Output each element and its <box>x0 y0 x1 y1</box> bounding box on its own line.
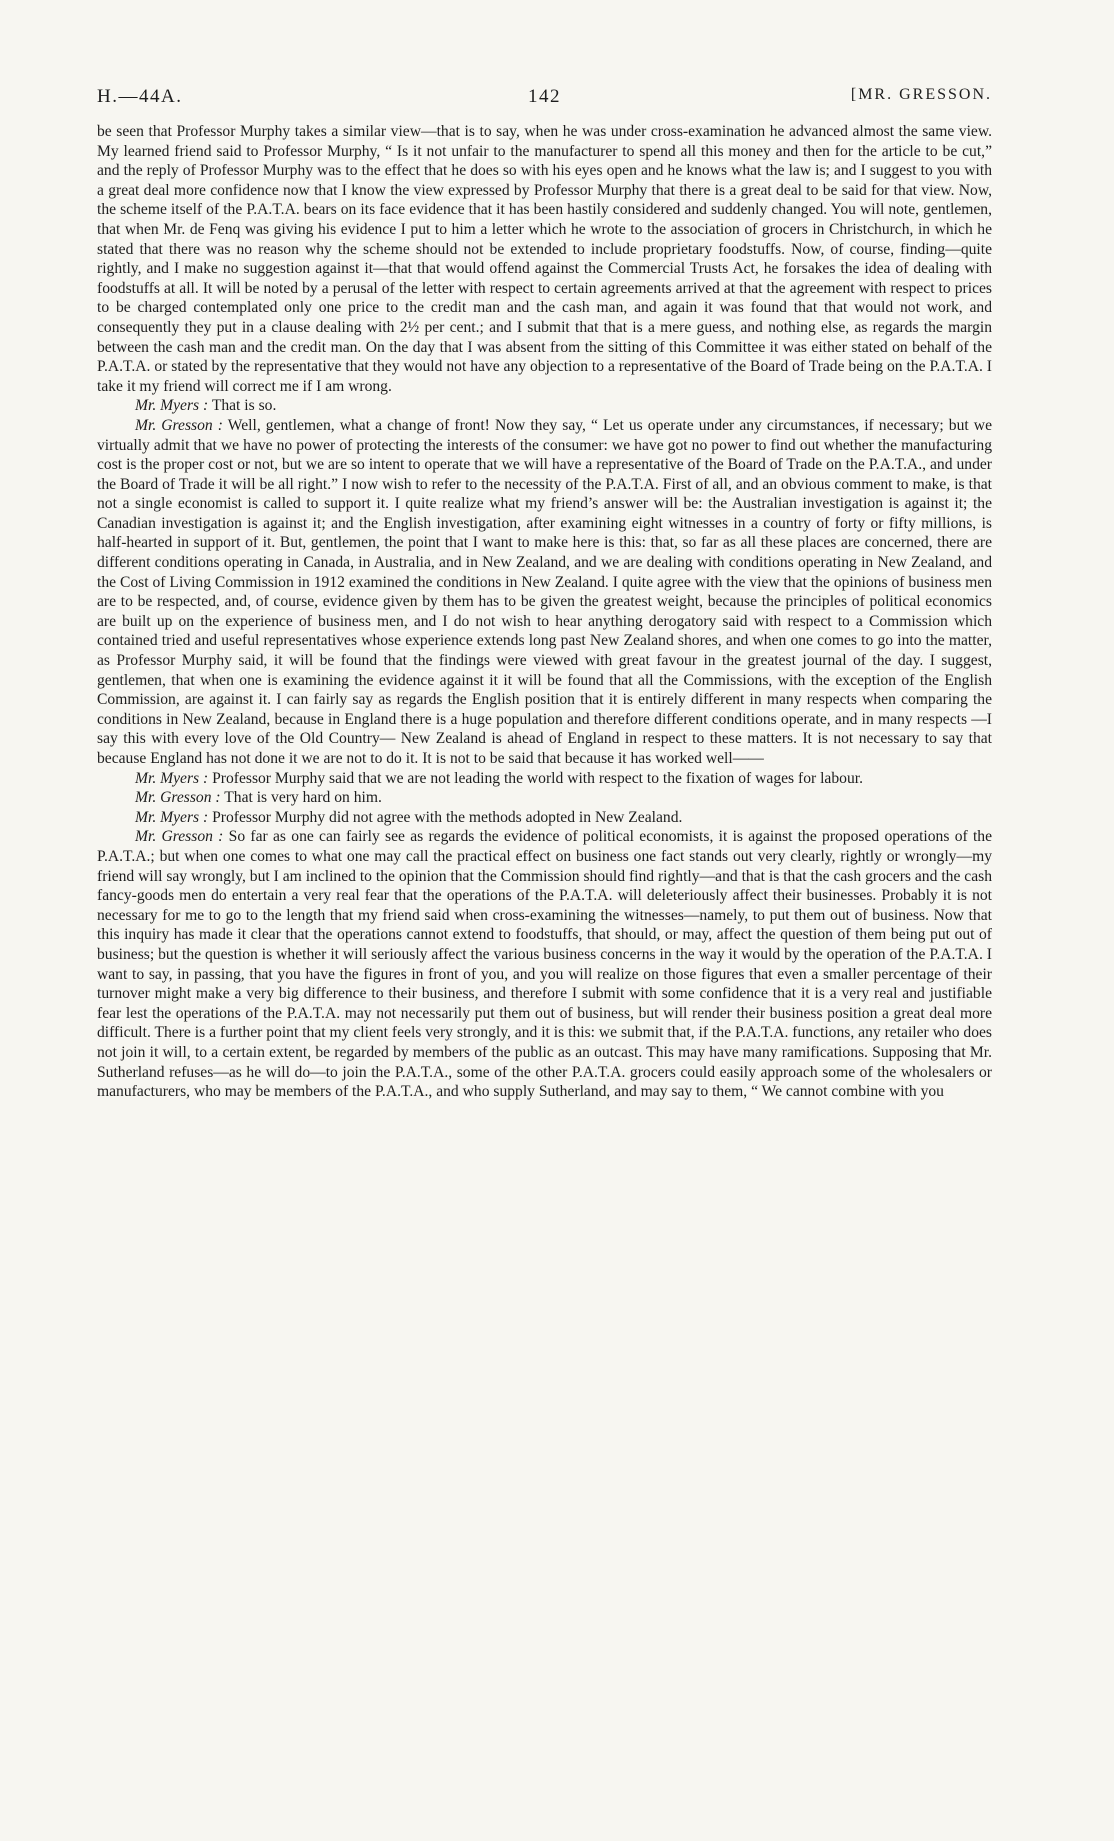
speaker-label: Mr. Myers : <box>135 397 209 415</box>
paragraph <box>97 827 992 1101</box>
document-page <box>97 86 992 1102</box>
speaker-label: Mr. Gresson : <box>135 416 223 434</box>
page-header <box>97 86 992 122</box>
paragraph <box>97 808 992 828</box>
document-reference: H.—44A. <box>97 86 183 107</box>
document-body <box>97 122 992 1102</box>
paragraph-text: be seen that Professor Murphy takes a similar view—that is to say, when he was under cross-examination he advanced almost the same view. My learned friend said to Professor Murphy, “ Is it not unfair to the manufacturer to spend all this money and then for the article to be cut,” and the reply of Professor Murphy was to the effect that he does so with his eyes open and he knows what the law is; and I suggest to you with a great deal more confidence now that I know the view expressed by Professor Murphy that there is a great deal to be said for that view. Now, the scheme itself of the P.A.T.A. bears on its face evidence that it has been hastily considered and suddenly changed. You will note, gentlemen, that when Mr. de Fenq was giving his evidence I put to him a letter which he wrote to the association of grocers in Christchurch, in which he stated that there was no reason why the scheme should not be extended to include proprietary foodstuffs. Now, of course, finding—quite rightly, and I make no suggestion against it—that that would offend against the Commercial Trusts Act, he forsakes the idea of dealing with foodstuffs at all. It will be noted by a perusal of the letter with respect to certain agreements arrived at that the agreement with respect to prices to be charged contemplated only one price to the credit man and the cash man, and again it was found that that would not work, and consequently they put in a clause dealing with 2½ per cent.; and I submit that that is a mere guess, and nothing else, as regards the margin between the cash man and the credit man. On the day that I was absent from the sitting of this Committee it was either stated on behalf of the P.A.T.A. or stated by the representative that they would not have any objection to a representative of the Board of Trade being on the P.A.T.A. I take it my friend will correct me if I am wrong. <box>97 123 992 395</box>
page-number: 142 <box>528 86 561 107</box>
speaker-label: Mr. Myers : <box>135 808 209 826</box>
speaker-label: Mr. Gresson : <box>135 828 224 846</box>
paragraph-text: Well, gentlemen, what a change of front! Now they say, “ Let us operate under any circumstances, if necessary; but we virtually admit that we have no power of protecting the interests of the consumer: we have got no power to find out whether the manufacturing cost is the proper cost or not, but we are so intent to operate that we will have a representative of the Board of Trade on the P.A.T.A., and under the Board of Trade it will be all right.” I now wish to refer to the necessity of the P.A.T.A. First of all, and an obvious comment to make, is that not a single economist is called to support it. I quite realize what my friend’s answer will be: the Australian investigation is against it; the Canadian investigation is against it; and the English investigation, after examining eight witnesses in a country of forty or fifty millions, is half-hearted in support of it. But, gentlemen, the point that I want to make here is this: that, so far as all these places are concerned, there are different conditions operating in Canada, in Australia, and in New Zealand, and we are dealing with conditions operating in New Zealand, and the Cost of Living Commission in 1912 examined the conditions in New Zealand. I quite agree with the view that the opinions of business men are to be respected, and, of course, evidence given by them has to be given the greatest weight, because the principles of political economics are built up on the experience of business men, and I do not wish to hear anything derogatory said with respect to a Commission which contained tried and useful representatives whose experience extends long past New Zealand shores, and when one comes to go into the matter, as Professor Murphy said, it will be found that the findings were viewed with great favour in the greatest journal of the day. I suggest, gentlemen, that when one is examining the evidence against it it will be found that all the Commissions, with the exception of the English Commission, are against it. I can fairly say as regards the English position that it is entirely different in many respects when comparing the conditions in New Zealand, because in England there is a huge population and therefore different conditions operate, and in many respects —I say this with every love of the Old Country— New Zealand is ahead of England in respect to these matters. It is not necessary to say that because England has not done it we are not to do it. It is not to be said that because it has worked well—— <box>97 416 992 767</box>
speaker-heading: [MR. GRESSON. <box>850 86 992 103</box>
paragraph-text: Professor Murphy did not agree with the methods adopted in New Zealand. <box>212 808 683 826</box>
paragraph-text: That is so. <box>211 397 277 415</box>
paragraph-text: That is very hard on him. <box>224 789 382 807</box>
paragraph-text: So far as one can fairly see as regards the evidence of political economists, it is against the proposed operations of the P.A.T.A.; but when one comes to what one may call the practical effect on business one fact stands out very clearly, rightly or wrongly—my friend will say wrongly, but I am inclined to the opinion that the Commission should find rightly—and that is that the cash grocers and the cash fancy-goods men do entertain a very real fear that the operations of the P.A.T.A. will deleteriously affect their businesses. Probably it is not necessary for me to go to the length that my friend said when cross-examining the witnesses—namely, to put them out of business. Now that this inquiry has made it clear that the operations cannot extend to foodstuffs, that should, or may, affect the question of them being put out of business; but the question is whether it will seriously affect the various business concerns in the way it would by the operation of the P.A.T.A. I want to say, in passing, that you have the figures in front of you, and you will realize on those figures that even a smaller percentage of their turnover might make a very big difference to their business, and therefore I submit with some confidence that it is a very real and justifiable fear lest the operations of the P.A.T.A. may not necessarily put them out of business, but will render their business position a great deal more difficult. There is a further point that my client feels very strongly, and it is this: we submit that, if the P.A.T.A. functions, any retailer who does not join it will, to a certain extent, be regarded by members of the public as an outcast. This may have many ramifications. Supposing that Mr. Sutherland refuses—as he will do—to join the P.A.T.A., some of the other P.A.T.A. grocers could easily approach some of the wholesalers or manufacturers, who may be members of the P.A.T.A., and who supply Sutherland, and may say to them, “ We cannot combine with you <box>97 828 993 1101</box>
paragraph <box>97 769 992 789</box>
paragraph <box>97 788 992 808</box>
paragraph-text: Professor Murphy said that we are not leading the world with respect to the fixation of wages for labour. <box>212 769 863 787</box>
speaker-label: Mr. Myers : <box>135 769 209 787</box>
speaker-label: Mr. Gresson : <box>135 789 221 807</box>
paragraph <box>97 416 992 769</box>
paragraph <box>97 122 992 396</box>
paragraph <box>97 396 992 416</box>
